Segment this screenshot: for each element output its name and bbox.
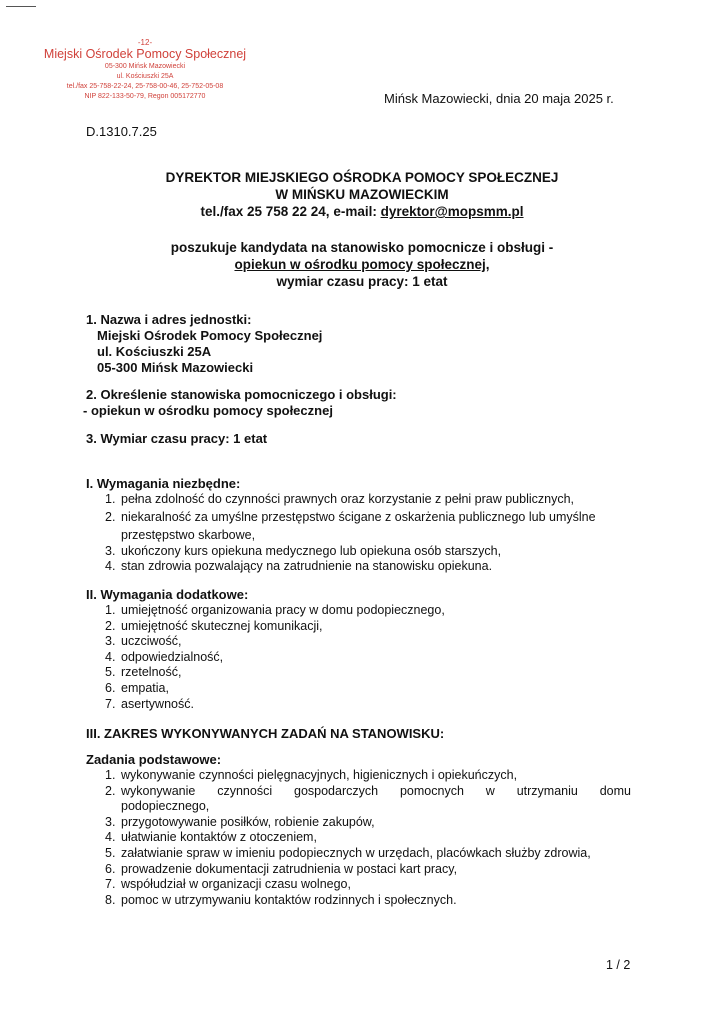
address-line: Miejski Ośrodek Pomocy Społecznej [97,328,323,343]
stamp-number: -12- [137,38,153,47]
section-3-heading: 3. Wymiar czasu pracy: 1 etat [86,431,268,446]
list-item: 2. niekaralność za umyślne przestępstwo ścigane z oskarżenia publicznego lub umyślne przestępstwo skarbowe, [105,509,596,542]
title-line-1: DYREKTOR MIEJSKIEGO OŚRODKA POMOCY SPOŁECZNEJ [165,170,559,185]
subtitle-line-2 [0,257,724,272]
list-item: 2. wykonywanie czynności gospodarczych pomocnych w utrzymaniu domu podopiecznego, [105,783,631,814]
email-link[interactable]: dyrektor@mopsmm.pl [380,204,524,219]
list-item: 1. pełna zdolność do czynności prawnych oraz korzystanie z pełni praw publicznych, [105,492,575,506]
section-2 [83,387,397,419]
stamp-ids: NIP 822-133-50-79, Regon 005172770 [84,93,206,100]
title-contact [0,204,724,219]
list-item: 7. współudział w organizacji czasu wolnego, [105,877,351,892]
list-item: 7. asertywność. [105,696,194,711]
stamp-phones: tel./fax 25-758-22-24, 25-758-00-46, 25-752-05-08 [66,83,224,90]
section-1 [86,312,322,376]
section-2-line: - opiekun w ośrodku pomocy społecznej [83,403,333,418]
requirements-required-heading: I. Wymagania niezbędne: [86,476,241,491]
list-item: 1. wykonywanie czynności pielęgnacyjnych, higienicznych i opiekuńczych, [105,768,518,782]
list-item: 2. umiejętność skutecznej komunikacji, [105,618,323,633]
tasks-section [86,752,631,908]
requirements-additional [86,587,646,712]
list-item: 6. empatia, [105,680,169,695]
institution-stamp [30,38,260,102]
requirements-required-list [86,492,646,575]
stamp-name: Miejski Ośrodek Pomocy Społecznej [43,47,247,61]
list-item: 4. stan zdrowia pozwalający na zatrudnienie na stanowisku opiekuna. [105,559,493,574]
subtitle-line-1: poszukuje kandydata na stanowisko pomocnicze i obsługi - [170,240,554,255]
list-item: 8. pomoc w utrzymywaniu kontaktów rodzinnych i społecznych. [105,892,457,907]
list-item: 6. prowadzenie dokumentacji zatrudnienia w postaci kart pracy, [105,861,458,876]
address-line: 05-300 Mińsk Mazowiecki [97,360,254,375]
list-item: 1. umiejętność organizowania pracy w domu podopiecznego, [105,603,445,617]
section-1-heading: 1. Nazwa i adres jednostki: [86,312,252,327]
list-item: 5. załatwianie spraw w imieniu podopiecznych w urzędach, placówkach służby zdrowia, [105,845,591,860]
title-line-2: W MIŃSKU MAZOWIECKIM [275,187,449,202]
document-date: Mińsk Mazowiecki, dnia 20 maja 2025 r. [384,91,614,106]
page-number: 1 / 2 [606,958,631,972]
stamp-city: 05-300 Mińsk Mazowiecki [104,63,186,70]
address-line: ul. Kościuszki 25A [97,344,212,359]
tasks-subheading: Zadania podstawowe: [86,752,222,767]
contact-phone: tel./fax 25 758 22 24, e-mail: [200,204,381,219]
reference-number: D.1310.7.25 [86,124,157,139]
list-item: 4. odpowiedzialność, [105,649,224,664]
requirements-required [86,476,646,575]
requirements-additional-list [86,603,646,712]
position-suffix: , [485,257,490,272]
list-item: 5. rzetelność, [105,665,182,680]
stamp-street: ul. Kościuszki 25A [116,73,174,80]
tasks-heading: III. ZAKRES WYKONYWANYCH ZADAŃ NA STANOWISKU: [86,726,445,741]
subtitle-line-3: wymiar czasu pracy: 1 etat [276,274,448,289]
list-item: 4. ułatwianie kontaktów z otoczeniem, [105,830,317,845]
tasks-list [86,768,631,908]
list-item: 3. uczciwość, [105,634,182,649]
position-name: opiekun w ośrodku pomocy społecznej [234,257,486,272]
requirements-additional-heading: II. Wymagania dodatkowe: [86,587,249,602]
section-2-heading: 2. Określenie stanowiska pomocniczego i obsługi: [86,387,397,402]
list-item: 3. przygotowywanie posiłków, robienie zakupów, [105,814,375,829]
list-item: 3. ukończony kurs opiekuna medycznego lub opiekuna osób starszych, [105,543,502,558]
scan-mark [6,6,36,7]
